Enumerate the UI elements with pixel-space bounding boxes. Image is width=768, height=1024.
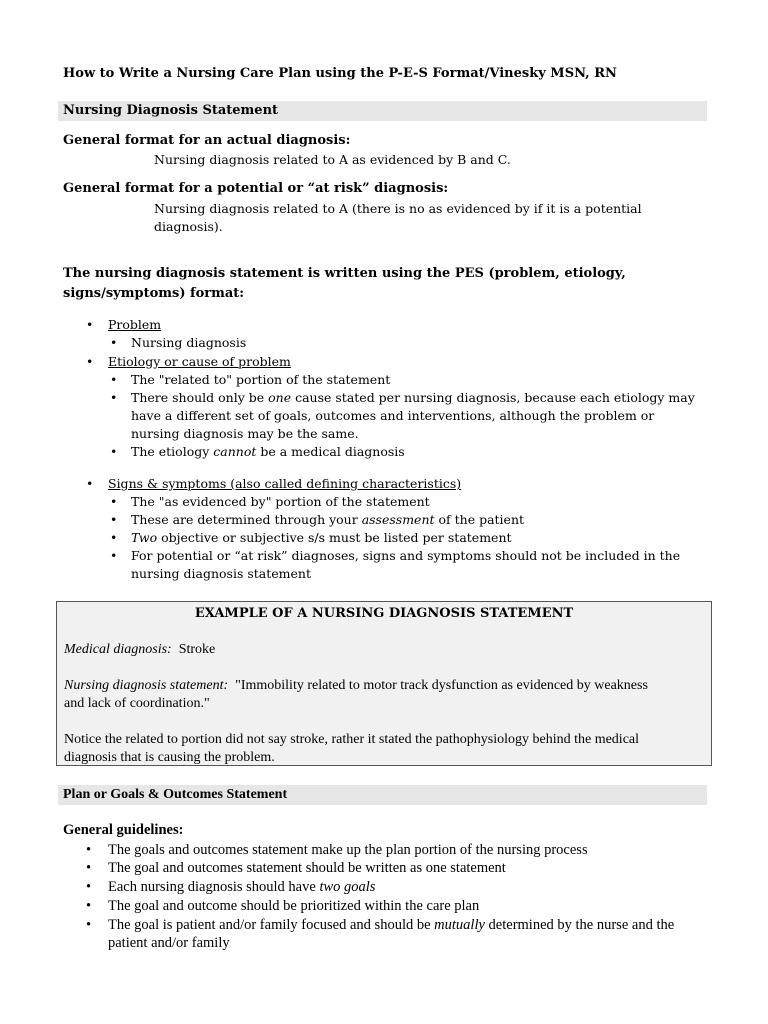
bullet-icon: • — [86, 317, 94, 332]
signs-item-text: The "as evidenced by" portion of the statement — [131, 494, 430, 509]
signs-item-text: These are determined through your — [131, 512, 362, 527]
actual-diagnosis-format: Nursing diagnosis related to A as evidenced by B and C. — [154, 152, 511, 167]
pes-intro-line1: The nursing diagnosis statement is written using the PES (problem, etiology, — [63, 266, 626, 281]
emphasis-text: one — [268, 390, 292, 405]
notice-text — [64, 731, 639, 767]
problem-label: Problem — [108, 317, 162, 332]
list-item — [110, 511, 525, 529]
list-item-signs-symptoms — [86, 475, 462, 493]
example-title: EXAMPLE OF A NURSING DIAGNOSIS STATEMENT — [194, 606, 574, 621]
pes-intro-line2: signs/symptoms) format: — [63, 286, 245, 301]
potential-diagnosis-format-line2: diagnosis). — [154, 219, 223, 234]
nursing-statement-value: and lack of coordination." — [64, 696, 210, 711]
list-item — [86, 859, 708, 877]
emphasis-text: cannot — [213, 444, 257, 459]
problem-item: Nursing diagnosis — [131, 335, 247, 350]
signs-item-text: objective or subjective s/s must be listed per statement — [157, 530, 512, 545]
section-heading-label: Plan or Goals & Outcomes Statement — [63, 787, 288, 802]
guideline-text: The goal and outcomes statement should be written as one statement — [108, 860, 506, 876]
guideline-text: The goal is patient and/or family focused and should be — [108, 917, 435, 933]
notice-line: diagnosis that is causing the problem. — [64, 750, 275, 765]
list-item — [86, 916, 708, 952]
bullet-icon: • — [110, 335, 118, 350]
medical-diagnosis-label: Medical diagnosis: — [64, 642, 172, 657]
bullet-icon: • — [110, 512, 118, 527]
etiology-item-text: The etiology — [131, 444, 214, 459]
bullet-icon: • — [86, 354, 94, 369]
list-item — [110, 547, 711, 583]
nursing-statement-line — [64, 677, 648, 713]
bullet-icon: • — [86, 842, 92, 858]
etiology-item-text: have a different set of goals, outcomes and interventions, although the problem or — [131, 408, 655, 423]
signs-label: Signs & symptoms (also called defining characteristics) — [108, 476, 462, 491]
bullet-icon: • — [86, 860, 92, 876]
list-item — [110, 334, 247, 352]
list-item — [86, 841, 708, 859]
document-title: How to Write a Nursing Care Plan using the P-E-S Format/Vinesky MSN, RN — [63, 66, 617, 81]
list-item — [110, 493, 430, 511]
bullet-icon: • — [110, 372, 118, 387]
etiology-label: Etiology or cause of problem — [108, 354, 291, 369]
guideline-text: Each nursing diagnosis should have — [108, 879, 320, 895]
signs-item-text: nursing diagnosis statement — [131, 566, 311, 581]
etiology-item-text: nursing diagnosis may be the same. — [131, 426, 359, 441]
etiology-item-text: be a medical diagnosis — [256, 444, 405, 459]
potential-diagnosis-format-line1: Nursing diagnosis related to A (there is no as evidenced by if it is a potential — [154, 201, 642, 216]
medical-diagnosis-line — [64, 641, 215, 659]
bullet-icon: • — [110, 444, 118, 459]
signs-item-text: of the patient — [434, 512, 525, 527]
list-item-problem — [86, 316, 162, 334]
list-item — [110, 529, 512, 547]
bullet-icon: • — [86, 879, 92, 895]
potential-diagnosis-label: General format for a potential or “at risk” diagnosis: — [63, 181, 449, 196]
bullet-icon: • — [110, 548, 118, 563]
guideline-text: patient and/or family — [108, 935, 230, 951]
list-item — [86, 878, 708, 896]
list-item-etiology — [86, 353, 291, 371]
list-item — [110, 443, 405, 461]
guideline-text: determined by the nurse and the — [484, 917, 675, 933]
bullet-icon: • — [86, 476, 94, 491]
bullet-icon: • — [86, 917, 92, 933]
guidelines-label: General guidelines: — [63, 822, 184, 838]
emphasis-text: assessment — [361, 512, 435, 527]
section-heading-plan-goals — [58, 785, 707, 805]
list-item — [110, 371, 391, 389]
example-box — [56, 601, 712, 766]
etiology-item-text: cause stated per nursing diagnosis, because each etiology may — [291, 390, 695, 405]
emphasis-text: Two — [131, 530, 158, 545]
list-item — [110, 389, 711, 443]
nursing-statement-value: "Immobility related to motor track dysfunction as evidenced by weakness — [235, 678, 648, 693]
bullet-icon: • — [110, 390, 118, 405]
bullet-icon: • — [86, 898, 92, 914]
section-heading-label: Nursing Diagnosis Statement — [63, 103, 279, 118]
etiology-item-text: There should only be — [131, 390, 269, 405]
nursing-statement-label: Nursing diagnosis statement: — [64, 678, 229, 693]
notice-line: Notice the related to portion did not say stroke, rather it stated the pathophysiology behind the medical — [64, 732, 640, 747]
medical-diagnosis-value: Stroke — [178, 642, 216, 657]
guideline-text: The goals and outcomes statement make up the plan portion of the nursing process — [108, 842, 588, 858]
guideline-text: The goal and outcome should be prioritized within the care plan — [108, 898, 480, 914]
etiology-item-text: The "related to" portion of the statement — [131, 372, 391, 387]
bullet-icon: • — [110, 530, 118, 545]
list-item — [86, 897, 708, 915]
emphasis-text: mutually — [434, 917, 485, 933]
actual-diagnosis-label: General format for an actual diagnosis: — [63, 133, 351, 148]
bullet-icon: • — [110, 494, 118, 509]
emphasis-text: two goals — [319, 879, 376, 895]
section-heading-nursing-diagnosis — [58, 101, 707, 121]
signs-item-text: For potential or “at risk” diagnoses, signs and symptoms should not be included in the — [131, 548, 681, 563]
